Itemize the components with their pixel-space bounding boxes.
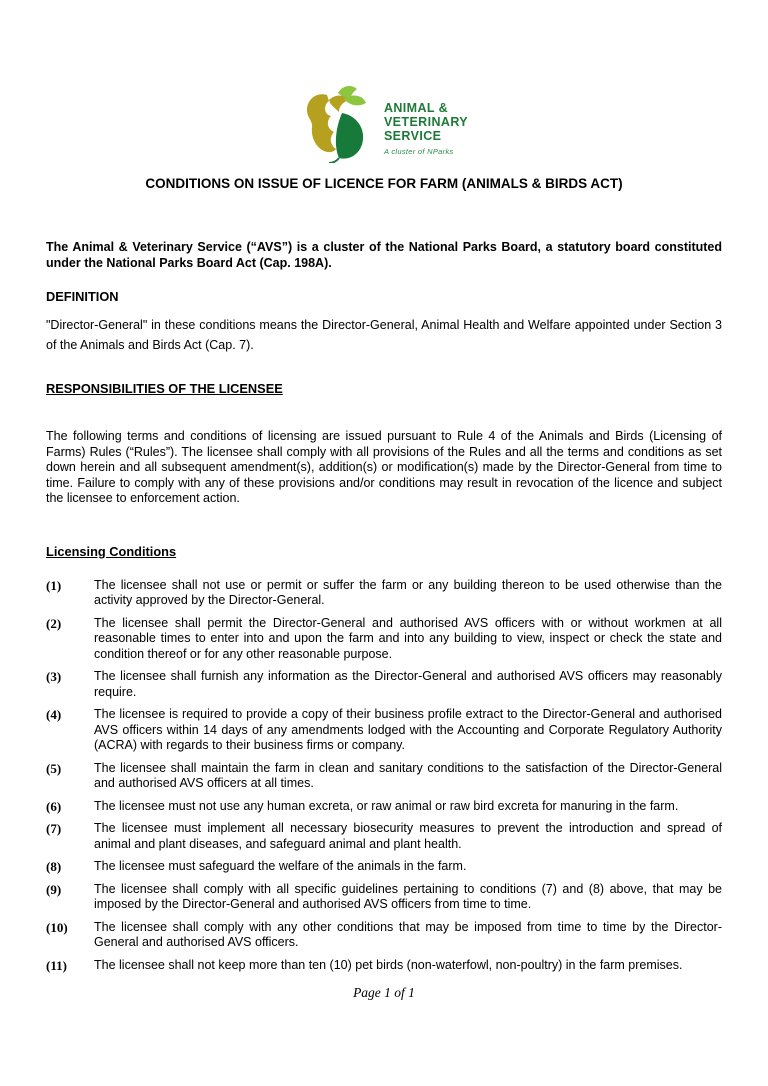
condition-text: The licensee shall not use or permit or suffer the farm or any building thereon to be used otherwise than the activity approved by the Director-General.: [94, 577, 722, 607]
condition-number: (11): [46, 957, 67, 973]
condition-item: [46, 761, 722, 792]
condition-item: [46, 669, 722, 700]
definition-body: "Director-General" in these conditions means the Director-General, Animal Health and Welfare appointed under Section 3 of the Animals and Birds Act (Cap. 7).: [46, 318, 722, 352]
page-number: Page 1 of 1: [353, 985, 415, 1000]
condition-item: [46, 958, 722, 974]
avs-logo-wordmark: [384, 85, 468, 156]
responsibilities-body: The following terms and conditions of licensing are issued pursuant to Rule 4 of the Animals and Birds (Licensing of Farms) Rules (“Rules”). The licensee shall comply with all provisions of the Rules and all the terms and conditions as set down herein and all subsequent amendment(s), addition(s) or modification(s) made by the Director-General from time to time. Failure to comply with any of these provisions and/or conditions may result in revocation of the licence and subject the licensee to enforcement action.: [46, 429, 722, 505]
condition-text: The licensee must implement all necessary biosecurity measures to prevent the introduction and spread of animal and plant diseases, and safeguard animal and plant health.: [94, 821, 722, 851]
condition-number: (4): [46, 707, 62, 722]
condition-number: (7): [46, 821, 62, 836]
logo-org-line3: SERVICE: [383, 129, 442, 143]
logo-org-line1: ANIMAL &: [383, 101, 449, 115]
definition-heading: DEFINITION: [46, 289, 119, 304]
condition-text: The licensee must safeguard the welfare of the animals in the farm.: [94, 859, 467, 873]
condition-text: The licensee shall permit the Director-General and authorised AVS officers with or without workmen at all reasonable times to enter into and upon the farm and into any building to view, inspect or check the state and condition thereof or for any other reasonable purpose.: [94, 615, 722, 661]
condition-text: The licensee is required to provide a copy of their business profile extract to the Director-General and authorised AVS officers within 14 days of any amendments lodged with the Accounting and Corporate Regulatory Authority (ACRA) with regards to their business firms or company.: [94, 707, 722, 752]
condition-item: [46, 821, 722, 852]
responsibilities-heading: RESPONSIBILITIES OF THE LICENSEE: [46, 381, 283, 396]
condition-number: (6): [46, 798, 62, 814]
condition-text: The licensee shall comply with all specific guidelines pertaining to conditions (7) and (8) above, that may be imposed by the Director-General and authorised AVS officers from time to time.: [94, 881, 722, 911]
condition-item: [46, 578, 722, 609]
condition-text: The licensee must not use any human excreta, or raw animal or raw bird excreta for manuring in the farm.: [94, 798, 679, 813]
logo-tagline: A cluster of NParks: [383, 147, 454, 156]
condition-item: [46, 799, 722, 815]
condition-text: The licensee shall comply with any other conditions that may be imposed from time to time by the Director-General and authorised AVS officers.: [94, 919, 722, 949]
condition-number: (10): [46, 919, 68, 935]
condition-item: [46, 920, 722, 951]
document-title: CONDITIONS ON ISSUE OF LICENCE FOR FARM (ANIMALS & BIRDS ACT): [145, 176, 623, 191]
condition-item: [46, 882, 722, 913]
condition-text: The licensee shall furnish any information as the Director-General and authorised AVS officers may reasonably require.: [94, 669, 722, 699]
condition-number: (8): [46, 859, 62, 874]
condition-text: The licensee shall maintain the farm in clean and sanitary conditions to the satisfaction of the Director-General and authorised AVS officers at all times.: [94, 760, 722, 790]
condition-item: [46, 859, 722, 875]
avs-logo-icon: [300, 85, 374, 163]
licensing-conditions-list: [46, 578, 722, 974]
logo-org-line2: VETERINARY: [383, 115, 469, 129]
licensing-conditions-heading: Licensing Conditions: [46, 543, 177, 559]
condition-item: [46, 707, 722, 754]
condition-number: (3): [46, 669, 62, 684]
avs-logo: [46, 0, 722, 163]
condition-number: (2): [46, 615, 62, 631]
condition-text: The licensee shall not keep more than ten (10) pet birds (non-waterfowl, non-poultry) in the farm premises.: [94, 957, 683, 972]
condition-number: (5): [46, 760, 62, 776]
condition-item: [46, 616, 722, 663]
intro-paragraph: The Animal & Veterinary Service (“AVS”) is a cluster of the National Parks Board, a statutory board constituted under the National Parks Board Act (Cap. 198A).: [46, 240, 722, 270]
condition-number: (1): [46, 577, 62, 593]
condition-number: (9): [46, 881, 62, 897]
